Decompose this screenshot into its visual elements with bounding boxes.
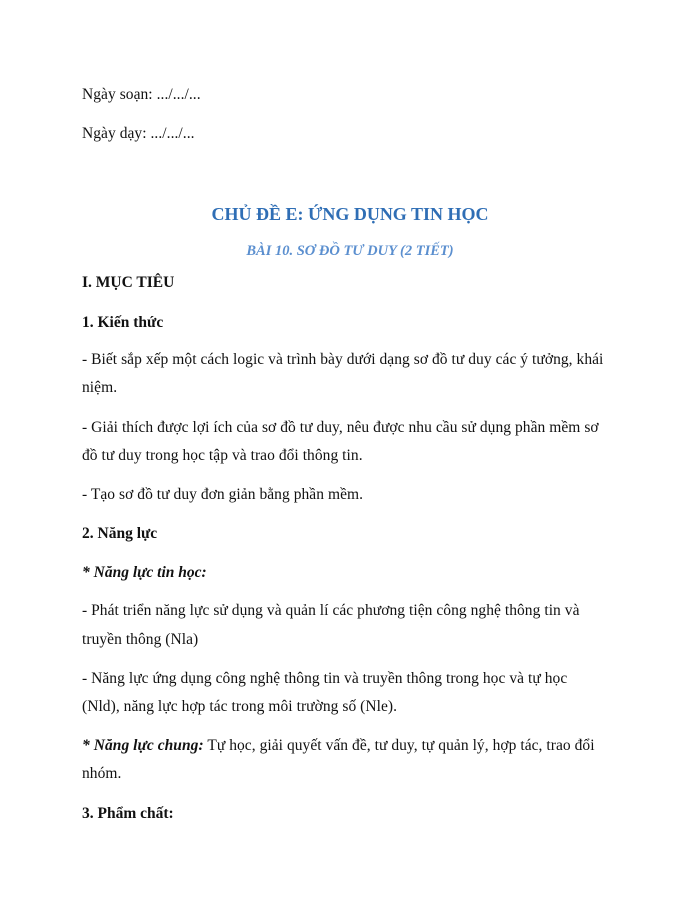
knowledge-item-3: - Tạo sơ đồ tư duy đơn giản bằng phần mềm. <box>82 486 364 503</box>
subheading-competence: 2. Năng lực <box>82 525 158 542</box>
lesson-title: BÀI 10. SƠ ĐỒ TƯ DUY (2 TIẾT) <box>246 243 454 259</box>
it-competence-label: * Năng lực tin học: <box>82 564 207 581</box>
general-competence-line-2: nhóm. <box>82 765 122 782</box>
preparation-date: Ngày soạn: .../.../... <box>82 86 201 103</box>
subheading-qualities: 3. Phẩm chất: <box>82 805 174 822</box>
general-competence-text: Tự học, giải quyết vấn đề, tư duy, tự quản lý, hợp tác, trao đổi <box>203 737 595 754</box>
it-competence-item-1-line-2: truyền thông (Nla) <box>82 631 199 648</box>
knowledge-item-2-line-2: đồ tư duy trong học tập và trao đổi thông tin. <box>82 447 363 464</box>
topic-title: CHỦ ĐỀ E: ỨNG DỤNG TIN HỌC <box>211 204 489 224</box>
it-competence-item-1-line-1: - Phát triển năng lực sử dụng và quản lí các phương tiện công nghệ thông tin và <box>82 602 580 619</box>
subheading-knowledge: 1. Kiến thức <box>82 314 164 331</box>
it-competence-item-2-line-1: - Năng lực ứng dụng công nghệ thông tin và truyền thông trong học và tự học <box>82 670 568 687</box>
section-heading-objectives: I. MỤC TIÊU <box>82 274 175 291</box>
it-competence-item-2-line-2: (Nld), năng lực hợp tác trong môi trường số (Nle). <box>82 698 398 715</box>
knowledge-item-2-line-1: - Giải thích được lợi ích của sơ đồ tư duy, nêu được nhu cầu sử dụng phần mềm sơ <box>82 419 599 436</box>
general-competence-line-1 <box>82 736 595 756</box>
knowledge-item-1-line-2: niệm. <box>82 379 118 396</box>
knowledge-item-1-line-1: - Biết sắp xếp một cách logic và trình bày dưới dạng sơ đồ tư duy các ý tưởng, khái <box>82 351 604 368</box>
general-competence-label: * Năng lực chung: <box>82 737 204 754</box>
teaching-date: Ngày dạy: .../.../... <box>82 125 195 142</box>
